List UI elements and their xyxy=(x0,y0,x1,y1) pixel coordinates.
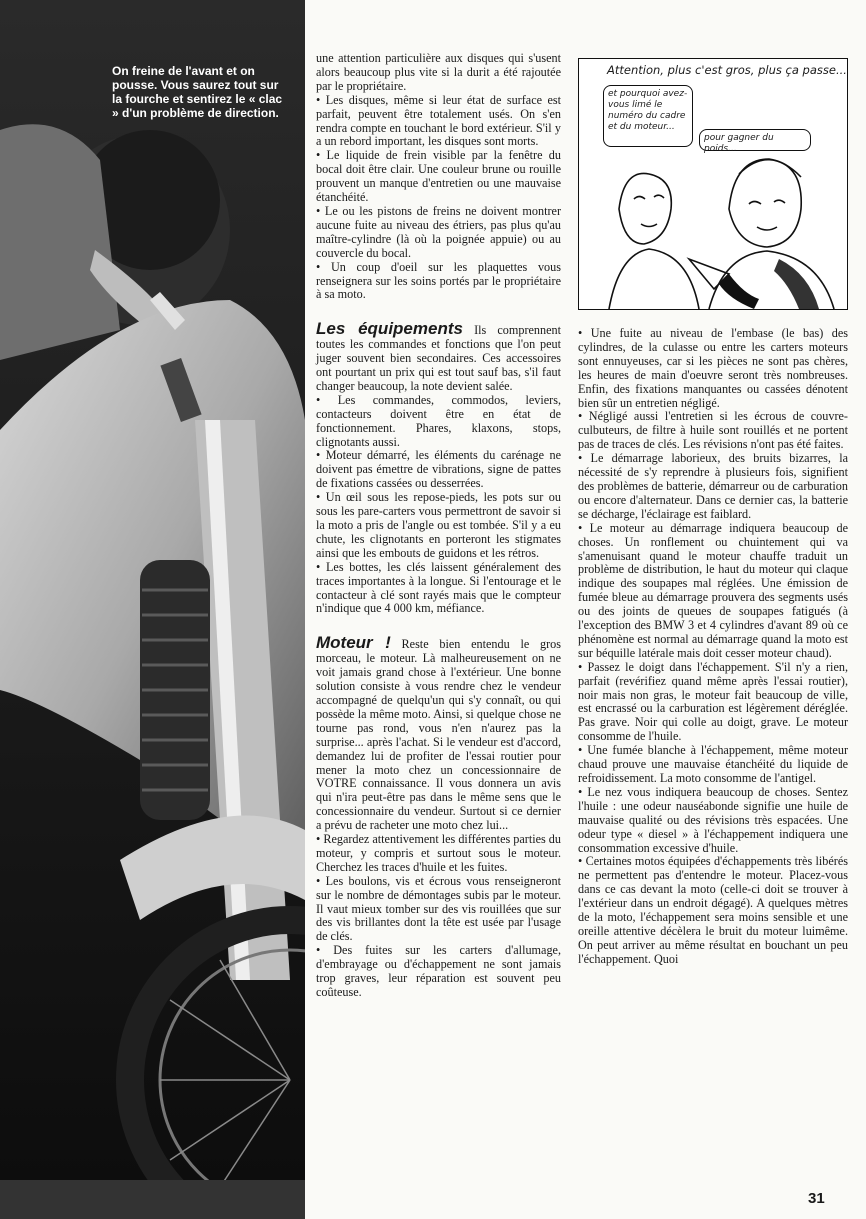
section-equipements xyxy=(316,319,562,394)
cartoon-title: Attention, plus c'est gros, plus ça passe... xyxy=(607,63,847,77)
motorcycle-photo xyxy=(0,0,305,1219)
section-moteur xyxy=(316,633,561,833)
speech-bubble-question: et pourquoi avez-vous limé le numéro du cadre et du moteur... xyxy=(603,85,693,147)
bullet-commandes: • Les commandes, commodos, leviers, contacteurs doivent être en état de fonctionnement. Phares, klaxons, stops, clignotants aussi. xyxy=(316,392,561,449)
heading-moteur: Moteur ! xyxy=(316,633,391,653)
photo-illustration xyxy=(0,0,305,1219)
bullet-moteur-demarrage: • Le moteur au démarrage indiquera beaucoup de choses. Un ronflement ou chuintement qui va s'amenuisant quand le moteur chauffe traduit un problème de distribution, le haut du moteur qui claque indique des soupapes mal réglées. Une émission de fumée bleue au démarrage prouvera des segments usés ou des joints de queues de soupapes fatigués (à l'exception des BMW 3 et 4 cylindres d'avant 89 où ce phénomène est normal au démarrage quand la moto est sur béquille latérale mais doit cesser moteur chaud). xyxy=(578,520,848,660)
bullet-pistons: • Le ou les pistons de freins ne doivent montrer aucune fuite au niveau des étriers, pas plus qu'au maître-cylindre (là où la poignée appuie) ou au couvercle du bocal. xyxy=(316,203,561,260)
bullet-disques: • Les disques, même si leur état de surface est parfait, peuvent être totalement usés. On s'en rendra compte en touchant le bord extérieur. S'il y a un rebord important, les disques sont morts. xyxy=(316,92,561,149)
bullet-liquide: • Le liquide de frein visible par la fenêtre du bocal doit être clair. Une couleur brune ou rouille prouvent un manque d'entretien ou une mauvaise étanchéité. xyxy=(316,148,561,205)
bullet-plaquettes: • Un coup d'oeil sur les plaquettes vous renseignera sur les soins portés par le propriétaire à sa moto. xyxy=(316,259,561,302)
bullet-echappement: • Passez le doigt dans l'échappement. S'il n'y a rien, parfait (revérifiez quand même après l'essai routier), noir mais non gras, le moteur fait beaucoup de ville, est encrassé ou la carburation est légèrement déréglée. Pas grave. Noir qui colle au doigt, grave. Le moteur consomme de l'huile. xyxy=(578,659,848,744)
bullet-regardez: • Regardez attentivement les différentes parties du moteur, y compris et surtout sous le moteur. Cherchez les traces d'huile et les fuites. xyxy=(316,832,561,874)
bullet-embase: • Une fuite au niveau de l'embase (le bas) des cylindres, de la culasse ou entre les carters moteurs sont ennuyeuses, car si les pièces ne sont pas chères, les heures de main d'oeuvre seront très nombreuses. Enfin, des fixations manquantes ou cassées dénotent bien sûr un entretien négligé. xyxy=(578,326,848,410)
cartoon xyxy=(578,58,848,310)
bullet-repose-pieds: • Un œil sous les repose-pieds, les pots sur ou sous les pare-carters vous permettront de savoir si la moto a pris de l'angle ou est tombée. S'il y a eu chute, les clignotants en porteront les stigmates ainsi que les embouts de guidons et les rétros. xyxy=(316,490,561,560)
moteur-text: Reste bien entendu le gros morceau, le moteur. Là malheureusement on ne voit jamais grand chose à l'extérieur. Une bonne solution consiste à vous rendre chez le vendeur accompagné de quelqu'un qui s'y connaît, ou qui possède la même moto. Ainsi, si quelque chose ne tourne pas rond, vous n'en n'aurez pas la surprise... après l'achat. Si le vendeur est d'accord, demandez lui de profiter de l'essai routier pour mener la moto chez un concessionnaire de VOTRE connaissance. Il vous donnera un avis qui n'ira peut-être pas dans le même sens que le concessionnaire du vendeur. Surtout si ce dernier a prévu de racheter une moto chez lui... xyxy=(316,637,561,833)
heading-equipements: Les équipements xyxy=(316,319,463,339)
bullet-boulons: • Les boulons, vis et écrous vous renseigneront sur le nombre de démontages subis par le moteur. Il vaut mieux tomber sur des vis rouillées que sur des vis brillantes dont la tête est usée par l'usage de clés. xyxy=(316,873,561,944)
bullet-nez: • Le nez vous indiquera beaucoup de choses. Sentez l'huile : une odeur nauséabonde signifie une huile de mauvaise qualité ou des révisions très espacées. Une odeur type « diesel » à l'échappement indiquera une consommation excessive d'huile. xyxy=(578,784,848,855)
bullet-bottes: • Les bottes, les clés laissent généralement des traces importantes à la longue. Si l'entourage et le contacteur à clé sont rayés mais que le compteur n'indique que 4 000 km, méfiance. xyxy=(316,559,561,616)
equipements-text: Ils comprennent toutes les commandes et fonctions que l'on peut juger souvent bien secondaires. Ces accessoires ont pourtant un prix qui est tout sauf bas, s'il faut changer beaucoup, la note devient salée. xyxy=(316,323,562,393)
photo-caption: On freine de l'avant et on pousse. Vous saurez tout sur la fourche et sentirez le « clac » d'un problème de direction. xyxy=(112,64,283,120)
bullet-fuites: • Des fuites sur les carters d'allumage, d'embrayage ou d'échappement ne sont jamais trop graves, leur réparation est souvent peu coûteuse. xyxy=(316,943,561,999)
column-right xyxy=(578,327,848,967)
bullet-demarrage: • Le démarrage laborieux, des bruits bizarres, la nécessité de s'y reprendre à plusieurs fois, signifient des problèmes de batterie, démarreur ou de carburation ou encore d'alternateur. Dans ce dernier cas, la batterie se décharge, l'éclairage est faiblard. xyxy=(578,451,848,521)
bullet-neglige: • Négligé aussi l'entretien si les écrous de couvre-culbuteurs, de filtre à huile sont rouillés et ne portent pas de traces de clés. Les révisions n'ont pas été faites. xyxy=(578,409,848,452)
bullet-fumee-blanche: • Une fumée blanche à l'échappement, même moteur chaud prouve une mauvaise étanchéité du liquide de refroidissement. La moto consomme de l'antigel. xyxy=(578,743,848,785)
page-number: 31 xyxy=(808,1190,825,1207)
bullet-echappements-liberes: • Certaines motos équipées d'échappements très libérés ne permettent pas d'entendre le moteur. Placez-vous dans ce cas devant la moto (celle-ci doit se trouver à l'extérieur dans un endroit dégagé). A quelques mètres de la moto, l'échappement sera moins sensible et une oreille attentive décèlera le bruit du moteur luimême. On peut arriver au même résultat en bouchant un peu l'échappement. Quoi xyxy=(578,854,848,966)
column-middle xyxy=(316,52,561,1000)
paragraph-intro: une attention particulière aux disques qui s'usent alors beaucoup plus vite si la durit a été rajoutée par le propriétaire. xyxy=(316,51,561,93)
speech-bubble-answer: pour gagner du poids... xyxy=(699,129,811,151)
bullet-carenage: • Moteur démarré, les éléments du carénage ne doivent pas émettre de vibrations, signe de pattes de fixations cassées ou desserrées. xyxy=(316,448,561,491)
